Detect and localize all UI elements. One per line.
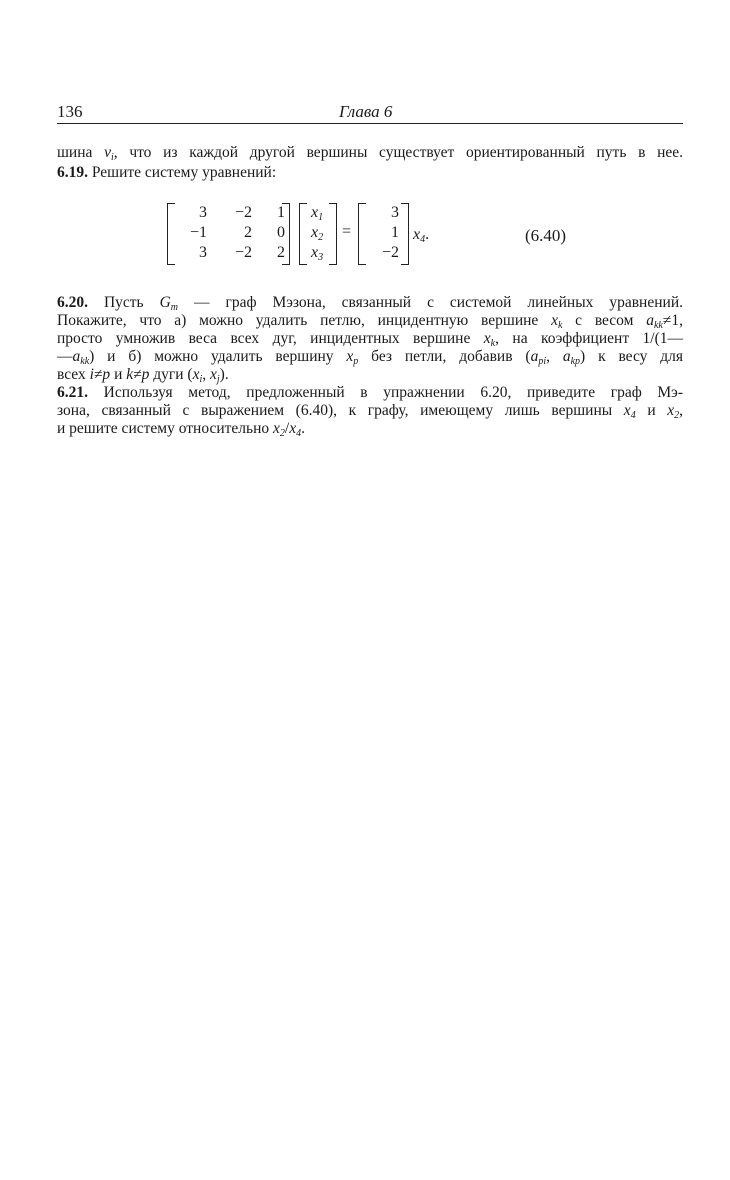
vector-variable: $x_1$ (311, 204, 324, 223)
equation-label: (6.40) (525, 226, 567, 245)
paragraph-line: Покажите, что а) можно удалить петлю, инцидентную вершине $x_k$ с весом $a_{kk}\ne 1$, (57, 312, 683, 331)
matrix-cell: 2 (277, 244, 285, 261)
matrix-cell: −2 (234, 244, 252, 261)
exercise-number: 6.19. (57, 164, 88, 181)
matrix-cell: 3 (199, 204, 207, 221)
running-header (57, 102, 683, 124)
right-bracket (329, 203, 337, 265)
matrix-cell: 1 (277, 204, 285, 221)
left-bracket (167, 203, 175, 265)
matrix-equation (163, 200, 583, 266)
right-bracket (401, 203, 409, 265)
matrix-cell: 0 (277, 224, 285, 241)
chapter-title: Глава 6 (339, 102, 393, 121)
paragraph-line: $—a_{kk}$) и б) можно удалить вершину $x_p$ без петли, добавив ($a_{pi}$, $a_{kp}$) к весу для (57, 348, 683, 367)
paragraph-line: просто умножив веса всех дуг, инцидентных вершине $x_k$, на коэффициент 1/(1— (57, 330, 683, 349)
matrix-cell: 2 (244, 224, 252, 241)
matrix-cell: −2 (234, 204, 252, 221)
exercise-6-20: 6.20. Пусть $G_m$ — граф Мэзона, связанный с системой линейных уравнений. (57, 294, 683, 313)
paragraph-line: всех i≠p и k≠p дуги ($x_i$, $x_j$). (57, 366, 229, 385)
vector-variable: $x_3$ (311, 244, 324, 263)
page-number: 136 (57, 102, 83, 121)
left-bracket (358, 203, 366, 265)
paragraph-line: и решите систему относительно $x_2/x_4$. (57, 420, 305, 439)
rhs-cell: 1 (391, 224, 399, 241)
rhs-cell: 3 (391, 204, 399, 221)
matrix-cell: 3 (199, 244, 207, 261)
matrix-cell: −1 (189, 224, 207, 241)
left-bracket (299, 203, 307, 265)
paragraph-line: шина $v_i$, что из каждой другой вершины существует ориентированный путь в нее. (57, 144, 684, 163)
exercise-number: 6.20. (57, 294, 88, 311)
multiplier: $x_4$. (413, 226, 430, 245)
exercise-number: 6.21. (57, 384, 88, 401)
rhs-cell: −2 (381, 244, 399, 261)
vector-variable: $x_2$ (311, 224, 324, 243)
exercise-6-21: 6.21. Используя метод, предложенный в упражнении 6.20, приведите граф Мэ- (57, 384, 683, 401)
paragraph-line: зона, связанный с выражением (6.40), к графу, имеющему лишь вершины $x_4$ и $x_2$, (57, 402, 684, 421)
header-rule (57, 123, 683, 124)
exercise-6-19: 6.19. Решите систему уравнений: (57, 164, 277, 181)
equals-sign: = (342, 223, 352, 240)
